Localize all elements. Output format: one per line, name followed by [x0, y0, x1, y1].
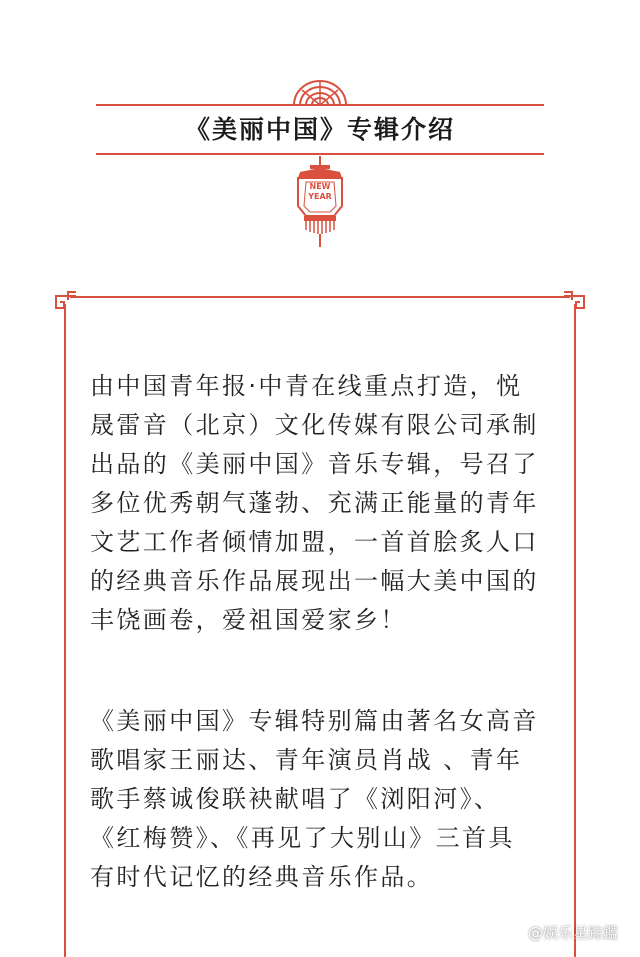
weibo-watermark — [502, 922, 618, 943]
paragraph-line: 丰饶画卷，爱祖国爱家乡！ — [90, 606, 407, 634]
lantern-text-new: NEW — [309, 182, 331, 191]
frame-top-line — [70, 296, 570, 298]
frame-left-line — [64, 304, 66, 957]
page-title: 《美丽中国》专辑介绍 — [184, 115, 455, 144]
intro-paragraph — [90, 367, 560, 640]
paragraph-line: 歌手蔡诚俊联袂献唱了《浏阳河》、 — [90, 785, 501, 813]
special-edition-paragraph — [90, 702, 560, 897]
paragraph-line: 晟雷音（北京）文化传媒有限公司承制 — [90, 411, 539, 439]
header-ornament — [290, 78, 350, 106]
paragraph-line: 多位优秀朝气蓬勃、充满正能量的青年 — [90, 489, 539, 517]
paragraph-line: 的经典音乐作品展现出一幅大美中国的 — [90, 567, 539, 595]
frame-right-line — [574, 304, 576, 957]
paragraph-line: 文艺工作者倾情加盟，一首首脍炙人口 — [90, 528, 539, 556]
paragraph-line: 出品的《美丽中国》音乐专辑，号召了 — [90, 450, 539, 478]
weibo-icon — [502, 924, 524, 942]
watermark-text: @娱乐星踪鑑 — [527, 924, 618, 942]
paragraph-line: 歌唱家王丽达、青年演员肖战 、青年 — [90, 746, 523, 774]
lantern-text-year: YEAR — [308, 192, 332, 201]
frame-corner-left-ornament — [54, 290, 78, 312]
frame-corner-right-ornament — [562, 290, 586, 312]
paragraph-line: 《红梅赞》、《再见了大别山》三首具 — [90, 824, 515, 852]
paragraph-line: 有时代记忆的经典音乐作品。 — [90, 863, 434, 891]
paragraph-line: 《美丽中国》专辑特别篇由著名女高音 — [90, 707, 539, 735]
paragraph-line: 由中国青年报·中青在线重点打造，悦 — [90, 372, 523, 400]
lantern-icon — [290, 156, 350, 248]
title-bottom-rule — [96, 153, 544, 155]
title-top-rule — [96, 104, 544, 106]
